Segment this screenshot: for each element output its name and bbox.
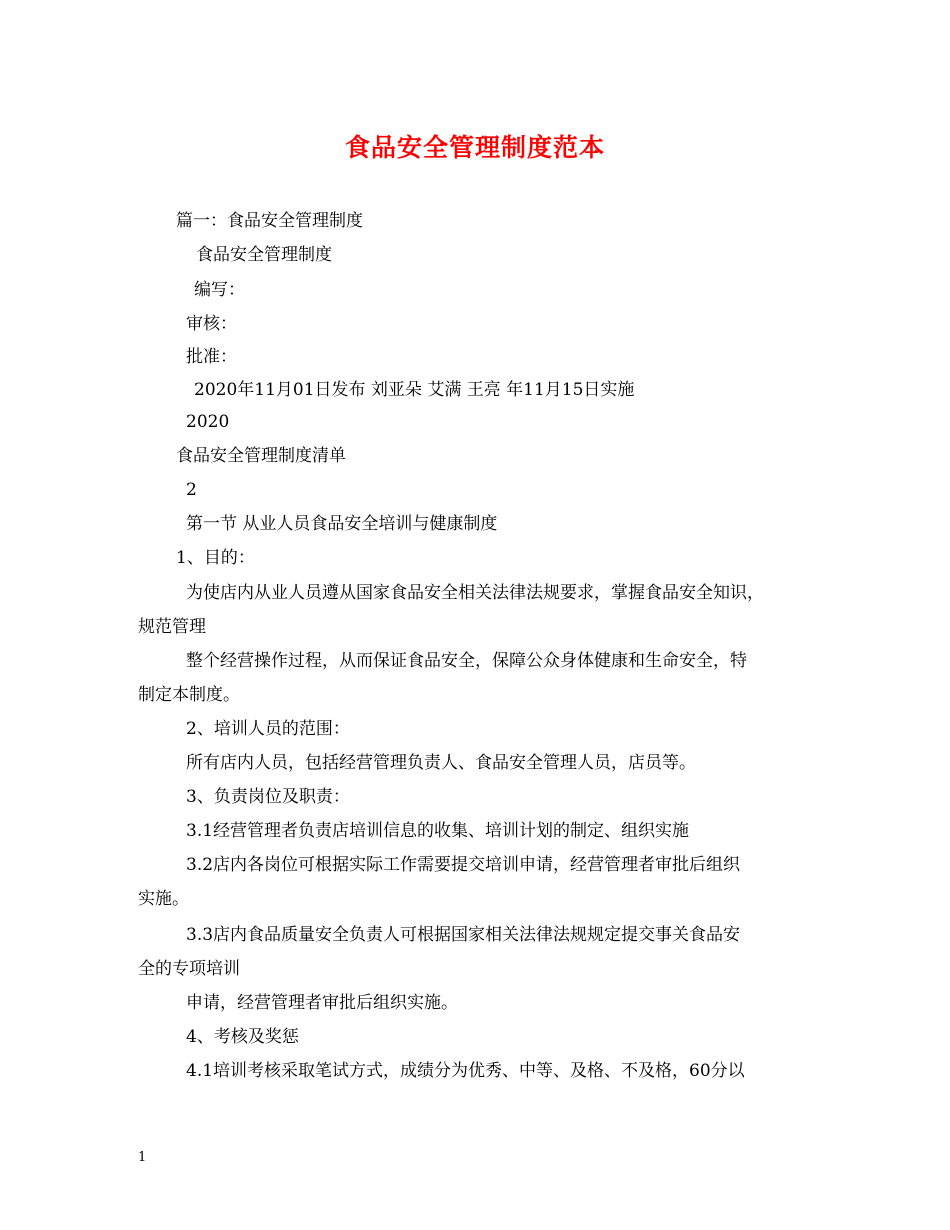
document-title: 食品安全管理制度范本 (344, 133, 605, 162)
paragraph-text: 制定本制度。 (138, 685, 240, 705)
list-page-number: 2 (186, 480, 197, 500)
list-heading: 食品安全管理制度清单 (176, 446, 346, 466)
paragraph-text: 整个经营操作过程，从而保证食品安全，保障公众身体健康和生命安全，特 (186, 651, 747, 671)
paragraph-heading: 1、目的： (176, 548, 255, 568)
chapter-heading: 第一节 从业人员食品安全培训与健康制度 (186, 514, 498, 534)
paragraph-text: 3.1经营管理者负责店培训信息的收集、培训计划的制定、组织实施 (186, 821, 690, 841)
paragraph-text: 实施。 (138, 889, 189, 909)
page-number: 1 (138, 1150, 147, 1165)
year-text: 2020 (186, 412, 230, 432)
paragraph-heading: 2、培训人员的范围： (186, 719, 350, 739)
paragraph-text: 3.2店内各岗位可根据实际工作需要提交培训申请，经营管理者审批后组织 (186, 855, 741, 875)
paragraph-text: 为使店内从业人员遵从国家食品安全相关法律法规要求，掌握食品安全知识， (186, 583, 764, 603)
author-label: 编写： (194, 280, 245, 300)
paragraph-text: 3.3店内食品质量安全负责人可根据国家相关法律法规规定提交事关食品安 (186, 925, 741, 945)
reviewer-label: 审核： (186, 314, 237, 334)
paragraph-text: 4.1培训考核采取笔试方式，成绩分为优秀、中等、及格、不及格，60分以 (186, 1061, 745, 1081)
paragraph-text: 全的专项培训 (138, 959, 240, 979)
approver-label: 批准： (186, 347, 237, 367)
paragraph-text: 所有店内人员，包括经营管理负责人、食品安全管理人员，店员等。 (186, 753, 696, 773)
release-info: 2020年11月01日发布 刘亚朵 艾满 王亮 年11月15日实施 (194, 380, 635, 400)
subtitle: 食品安全管理制度 (196, 245, 332, 265)
paragraph-text: 申请，经营管理者审批后组织实施。 (186, 993, 458, 1013)
paragraph-text: 规范管理 (138, 617, 206, 637)
paragraph-heading: 3、负责岗位及职责： (186, 787, 350, 807)
section-heading: 篇一：食品安全管理制度 (176, 211, 363, 231)
paragraph-heading: 4、考核及奖惩 (186, 1027, 299, 1047)
